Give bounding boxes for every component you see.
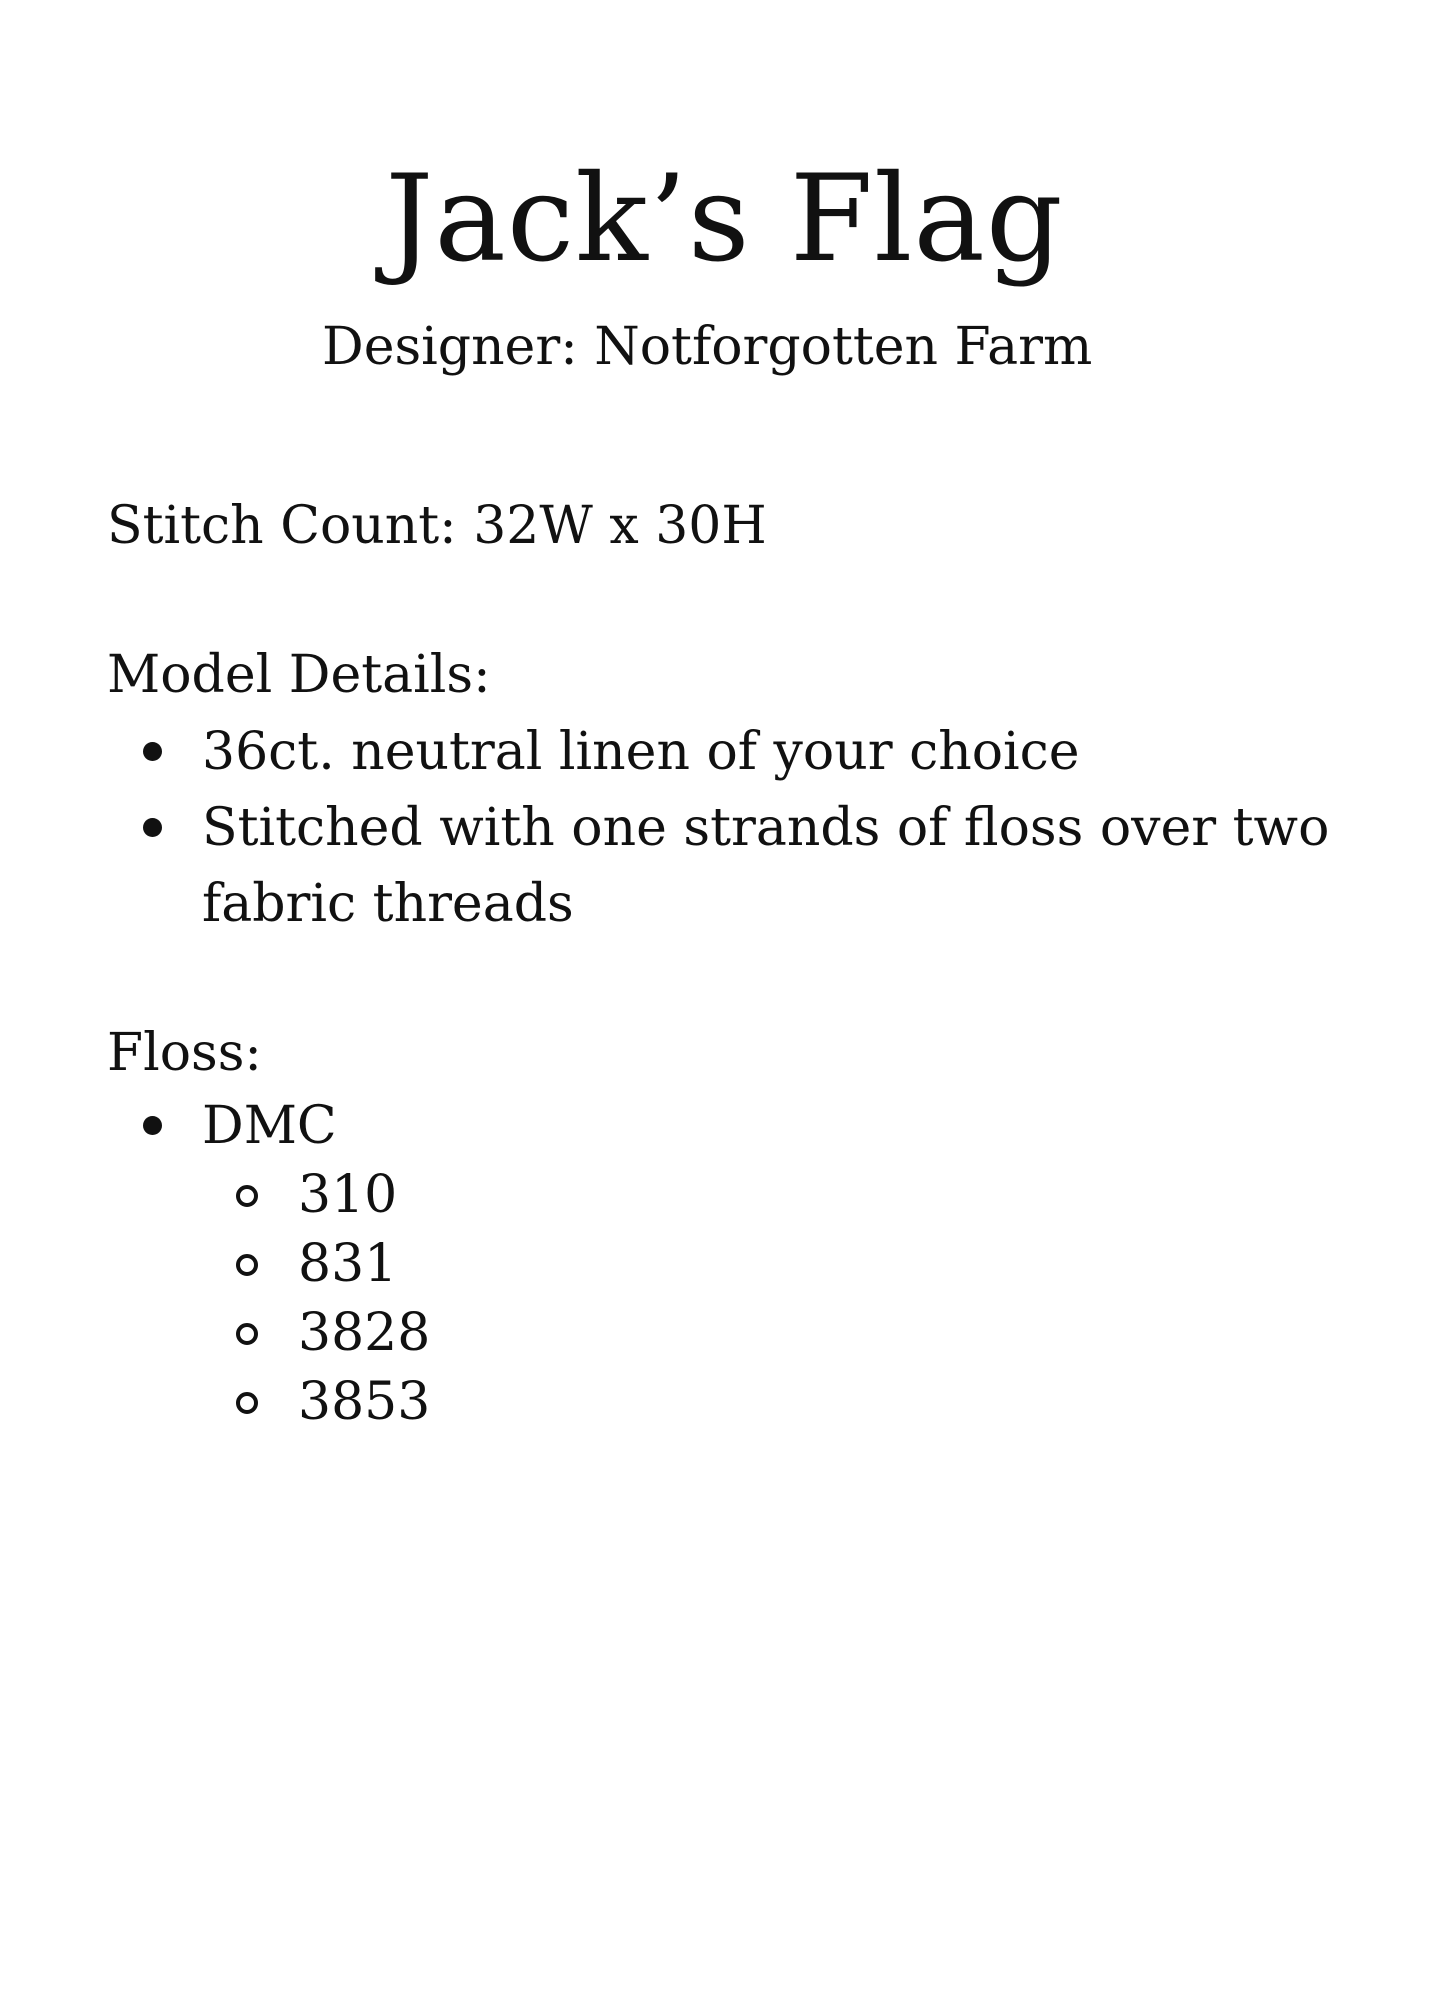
floss-color-item — [298, 1298, 430, 1368]
floss-color-item — [298, 1229, 397, 1299]
designer-credit: Designer: Notforgotten Farm — [322, 317, 1093, 377]
floss-brand-item — [202, 1088, 1342, 1164]
model-details-heading: Model Details: — [107, 645, 491, 705]
stitch-count: Stitch Count: 32W x 30H — [107, 496, 767, 556]
floss-color-code: 3853 — [298, 1372, 431, 1432]
pattern-title: Jack’s Flag — [385, 150, 1064, 289]
hollow-bullet-icon — [236, 1185, 258, 1207]
floss-brand-text: DMC — [202, 1096, 337, 1156]
bullet-icon — [143, 818, 162, 837]
model-detail-text: 36ct. neutral linen of your choice — [202, 722, 1080, 782]
bullet-icon — [143, 742, 162, 761]
floss-color-item — [298, 1367, 430, 1437]
hollow-bullet-icon — [236, 1392, 258, 1414]
hollow-bullet-icon — [236, 1323, 258, 1345]
floss-color-code: 3828 — [298, 1303, 431, 1363]
model-detail-text: Stitched with one strands of floss over two fabric threads — [202, 798, 1330, 934]
floss-color-code: 831 — [298, 1234, 398, 1294]
model-detail-item — [202, 790, 1342, 942]
floss-color-item — [298, 1160, 397, 1230]
floss-color-code: 310 — [298, 1165, 398, 1225]
bullet-icon — [143, 1116, 162, 1135]
hollow-bullet-icon — [236, 1254, 258, 1276]
floss-heading: Floss: — [107, 1023, 262, 1083]
model-detail-item — [202, 714, 1342, 790]
